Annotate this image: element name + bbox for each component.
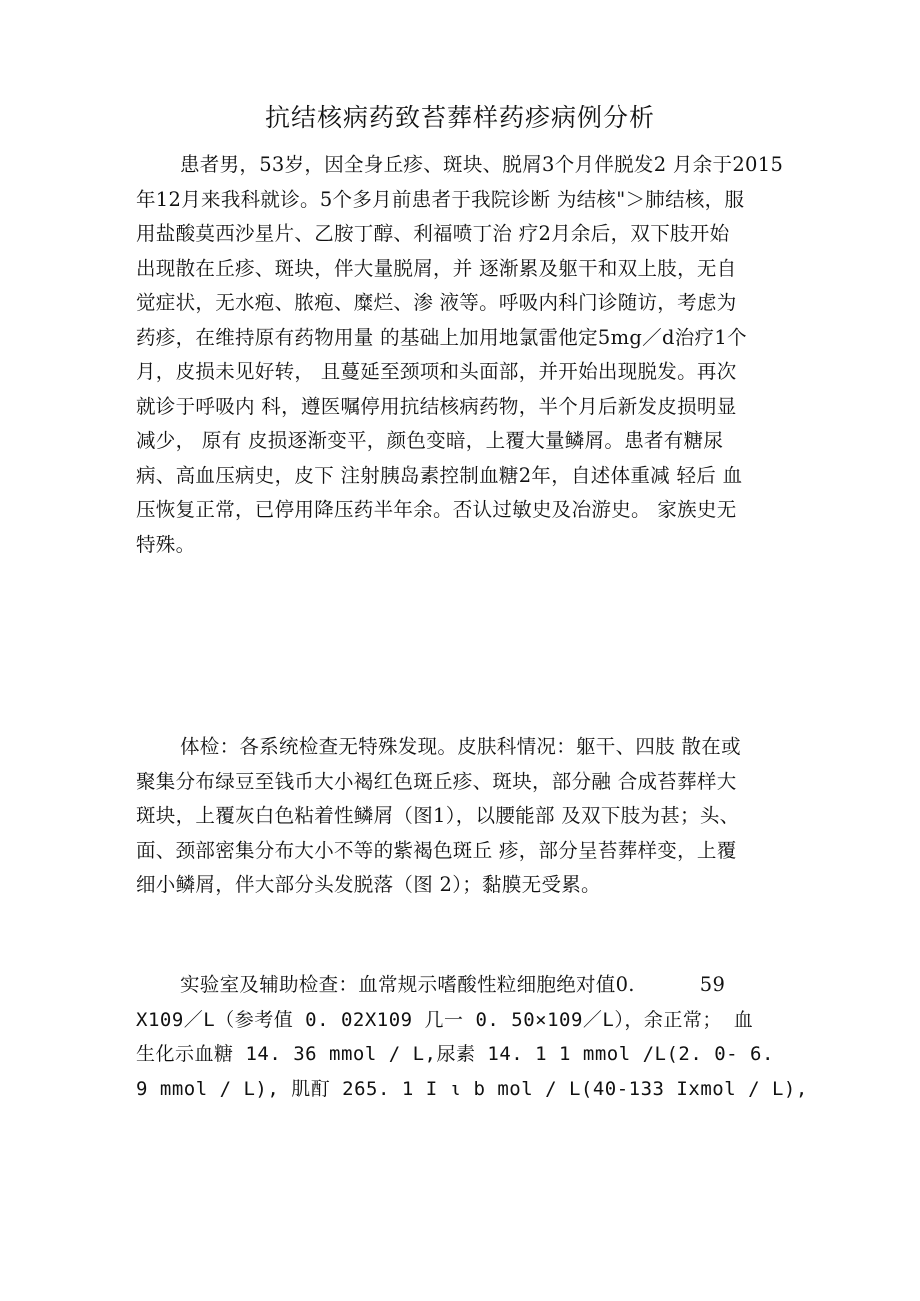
text-line: X109／L（参考值 0. 02X109 几一 0. 50×109／L），余正常； 血 <box>136 1008 754 1031</box>
text-line: 斑块，上覆灰白色粘着性鳞屑（图1），以腰能部 及双下肢为甚；头、 <box>136 804 740 827</box>
text-line: 用盐酸莫西沙星片、乙胺丁醇、利福喷丁治 疗2月余后，双下肢开始 <box>136 222 730 245</box>
text-line: 聚集分布绿豆至钱币大小褐红色斑丘疹、斑块，部分融 合成苔葬样大 <box>136 769 737 793</box>
text-line: 细小鳞屑，伴大部分头发脱落（图 2）；黏膜无受累。 <box>136 873 601 896</box>
paragraph-lab <box>136 968 808 1106</box>
text-line: 月，皮损未见好转， 且蔓延至颈项和头面部，并开始出现脱发。再次 <box>136 360 737 383</box>
paragraph-history <box>136 148 792 562</box>
text-line: 病、高血压病史，皮下 注射胰岛素控制血糖2年，自述体重减 轻后 血 <box>136 463 743 487</box>
text-line: 减少， 原有 皮损逐渐变平，颜色变暗，上覆大量鳞屑。患者有糖尿 <box>136 429 724 452</box>
text-line: 生化示血糖 14. 36 mmol / L,尿素 14. 1 1 mmol /L(2. 0- 6. <box>136 1043 774 1065</box>
text-line: 就诊于呼吸内 科，遵医嘱停用抗结核病药物，半个月后新发皮损明显 <box>136 394 737 418</box>
document-title: 抗结核病药致苔葬样药疹病例分析 <box>264 103 655 132</box>
text-line: 9 mmol / L), 肌酊 265. 1 I ι b mol / L(40-133 Ixmol / L), <box>136 1077 808 1100</box>
text-line: 药疹，在维持原有药物用量 的基础上加用地氯雷他定5mg／d治疗1个 <box>136 325 747 349</box>
text-line: 实验室及辅助检查：血常规示嗜酸性粒细胞绝对值0. 59 <box>180 973 726 996</box>
text-line: 压恢复正常，已停用降压药半年余。否认过敏史及冶游史。 家族史无 <box>136 498 737 521</box>
text-line: 体检：各系统检查无特殊发现。皮肤科情况：躯干、四肢 散在或 <box>180 735 741 758</box>
text-line: 特殊。 <box>136 532 196 556</box>
text-line: 出现散在丘疹、斑块，伴大量脱屑，并 逐渐累及躯干和双上肢，无自 <box>136 256 737 280</box>
text-line: 面、颈部密集分布大小不等的紫褐色斑丘 疹，部分呈苔葬样变，上覆 <box>136 838 737 862</box>
paragraph-exam <box>136 730 792 903</box>
text-line: 觉症状，无水疱、脓疱、糜烂、渗 液等。呼吸内科门诊随访，考虑为 <box>136 291 737 314</box>
text-line: 年12月来我科就诊。5个多月前患者于我院诊断 为结核"＞肺结核，服 <box>136 187 745 211</box>
text-line: 患者男，53岁，因全身丘疹、斑块、脱屑3个月伴脱发2 月余于2015 <box>180 153 784 176</box>
